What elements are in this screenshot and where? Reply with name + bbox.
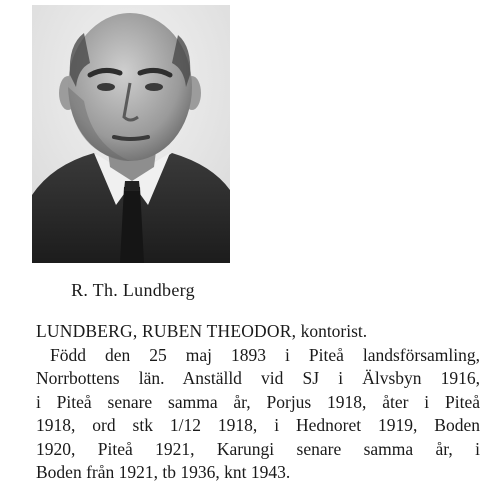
portrait-photo: [32, 5, 230, 263]
biography-entry: [36, 320, 480, 485]
person-name: LUNDBERG, RUBEN THEODOR,: [36, 321, 297, 341]
entry-line: Boden från 1921, tb 1936, knt 1943.: [36, 462, 291, 482]
entry-line: 1920, Piteå 1921, Karungi senare samma år, i: [36, 438, 480, 459]
occupation: kontorist.: [300, 321, 368, 341]
entry-line: Norrbottens län. Anställd vid SJ i Älvsbyn 1916,: [36, 368, 480, 388]
entry-heading: [36, 320, 480, 344]
portrait-caption: R. Th. Lundberg: [71, 280, 195, 300]
entry-line: i Piteå senare samma år, Porjus 1918, åter i Piteå: [36, 391, 480, 412]
entry-line: 1918, ord stk 1/12 1918, i Hednoret 1919, Boden: [36, 415, 480, 435]
entry-line: Född den 25 maj 1893 i Piteå landsförsamling,: [50, 344, 480, 365]
